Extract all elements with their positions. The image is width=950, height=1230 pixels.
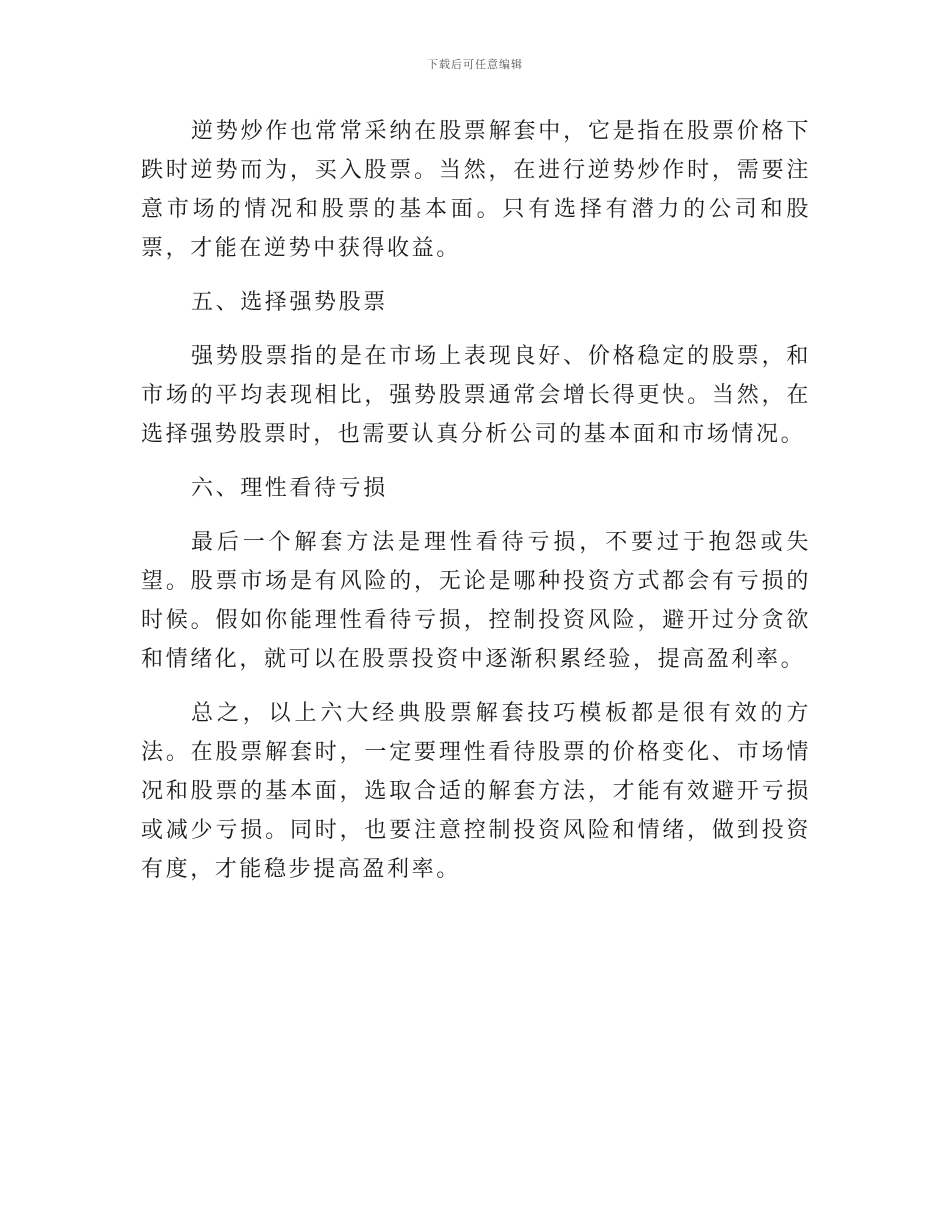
paragraph-rational-losses: 最后一个解套方法是理性看待亏损，不要过于抱怨或失望。股票市场是有风险的，无论是哪种投资方式都会有亏损的时候。假如你能理性看待亏损，控制投资风险，避开过分贪欲和情绪化，就可以在股票投资中逐渐积累经验，提高盈利率。 [141, 530, 811, 672]
section-heading-6: 六、理性看待亏损 [191, 476, 388, 501]
paragraph-conclusion: 总之，以上六大经典股票解套技巧模板都是很有效的方法。在股票解套时，一定要理性看待股票的价格变化、市场情况和股票的基本面，选取合适的解套方法，才能有效避开亏损或减少亏损。同时，也要注意控制投资风险和情绪，做到投资有度，才能稳步提高盈利率。 [141, 701, 811, 882]
paragraph-strong-stocks: 强势股票指的是在市场上表现良好、价格稳定的股票，和市场的平均表现相比，强势股票通常会增长得更快。当然，在选择强势股票时，也需要认真分析公司的基本面和市场情况。 [141, 344, 811, 447]
document-body [141, 112, 811, 889]
header-note: 下载后可任意编辑 [427, 58, 523, 71]
paragraph-counter-trend: 逆势炒作也常常采纳在股票解套中，它是指在股票价格下跌时逆势而为，买入股票。当然，在进行逆势炒作时，需要注意市场的情况和股票的基本面。只有选择有潜力的公司和股票，才能在逆势中获得收益。 [141, 119, 811, 261]
section-heading-5: 五、选择强势股票 [191, 290, 388, 315]
